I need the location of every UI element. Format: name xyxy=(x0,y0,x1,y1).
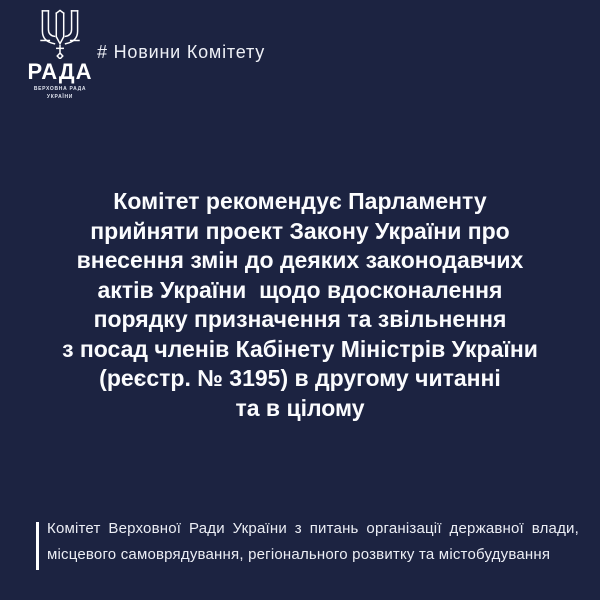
announcement-line: та в цілому xyxy=(235,394,365,421)
rada-logo xyxy=(26,9,94,100)
committee-name-line1: Комітет Верховної Ради України з питань організації державної влади, xyxy=(47,520,579,537)
accent-vertical-bar xyxy=(36,522,39,570)
announcement-line: (реєстр. № 3195) в другому читанні xyxy=(99,365,501,391)
announcement-line: з посад членів Кабінету Міністрів України xyxy=(62,335,538,362)
logo-wordmark: РАДА xyxy=(27,59,93,84)
hashtag-news-title: # Новини Комітету xyxy=(97,42,266,62)
committee-name xyxy=(47,516,579,568)
committee-name-line2: місцевого самоврядування, регіонального розвитку та містобудування xyxy=(47,546,551,563)
logo-subtitle-line2: УКРАЇНИ xyxy=(46,94,74,100)
tryzub-trident-icon xyxy=(39,9,81,59)
announcement-line: внесення змін до деяких законодавчих xyxy=(76,247,524,273)
announcement-line: прийняти проект Закону України про xyxy=(90,217,510,244)
announcement-line: порядку призначення та звільнення xyxy=(93,306,507,332)
announcement-line: актів України щодо вдосконалення xyxy=(97,276,503,303)
logo-subtitle-line1: ВЕРХОВНА РАДА xyxy=(33,86,87,92)
announcement-line: Комітет рекомендує Парламенту xyxy=(113,188,487,214)
announcement-text xyxy=(0,187,600,423)
